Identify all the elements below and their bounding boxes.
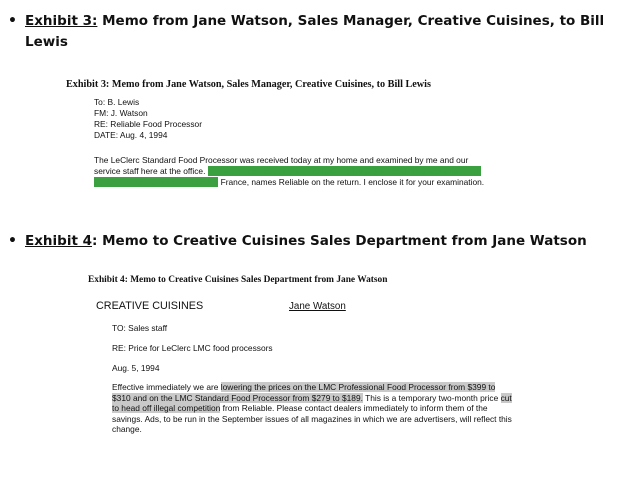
memo-body — [94, 155, 494, 187]
memo-body-text: Effective immediately we are — [112, 382, 221, 392]
memo-body-text-mid: This is a temporary two-month price — [362, 392, 501, 403]
exhibit-3-title: Exhibit 3: Memo from Jane Watson, Sales Manager, Creative Cuisines, to Bill Lewis — [66, 79, 431, 90]
memo-highlight: It is without a doubt a genuine LeClerc LMC Standard. The warranty card, signed in France, names Reliable — [94, 165, 481, 187]
author-name: Jane Watson — [289, 301, 346, 312]
memo-date: DATE: Aug. 4, 1994 — [94, 130, 168, 140]
bullet-dot: • — [8, 233, 17, 249]
memo-to: TO: Sales staff — [112, 323, 168, 333]
bullet-heading-text: Memo from Jane Watson, Sales Manager, Creative Cuisines, to Bill — [97, 13, 605, 29]
exhibit-label: Exhibit 4 — [25, 233, 93, 249]
memo-to: To: B. Lewis — [94, 97, 140, 107]
memo-body-text: The LeClerc Standard Food Processor was received today at my home and examined by me and our service staff here at the office. — [94, 155, 469, 176]
memo-re: RE: Price for LeClerc LMC food processors — [112, 343, 273, 353]
memo-body-text-end: from Reliable. Please contact dealers immediately to inform them of the savings. Ads, to be run in the September issues of all magazines in which we are advertisers, will reflect this change. — [112, 403, 512, 435]
memo-highlight-2: cut to head off illegal competition — [112, 392, 512, 414]
bullet-heading-text: : Memo to Creative Cuisines Sales Department from Jane Watson — [92, 233, 587, 249]
memo-date: Aug. 5, 1994 — [112, 363, 160, 373]
bullet-dot: • — [8, 13, 17, 29]
bullet-heading-line2: Lewis — [25, 34, 68, 50]
memo-body — [112, 382, 512, 435]
memo-highlight: lowering the prices on the LMC Professional Food Processor from $399 to $310 and on the LMC Standard Food Processor from $279 to $189. — [112, 382, 496, 403]
exhibit-label: Exhibit 3: — [25, 13, 98, 29]
exhibit-4-title: Exhibit 4: Memo to Creative Cuisines Sales Department from Jane Watson — [88, 275, 388, 285]
bullet-heading — [25, 13, 604, 29]
memo-re: RE: Reliable Food Processor — [94, 119, 202, 129]
bullet-heading — [25, 233, 587, 249]
memo-from: FM: J. Watson — [94, 108, 148, 118]
memo-body-text-end: France, names Reliable on the return. I enclose it for your examination. — [218, 176, 485, 187]
company-name: CREATIVE CUISINES — [96, 300, 204, 312]
